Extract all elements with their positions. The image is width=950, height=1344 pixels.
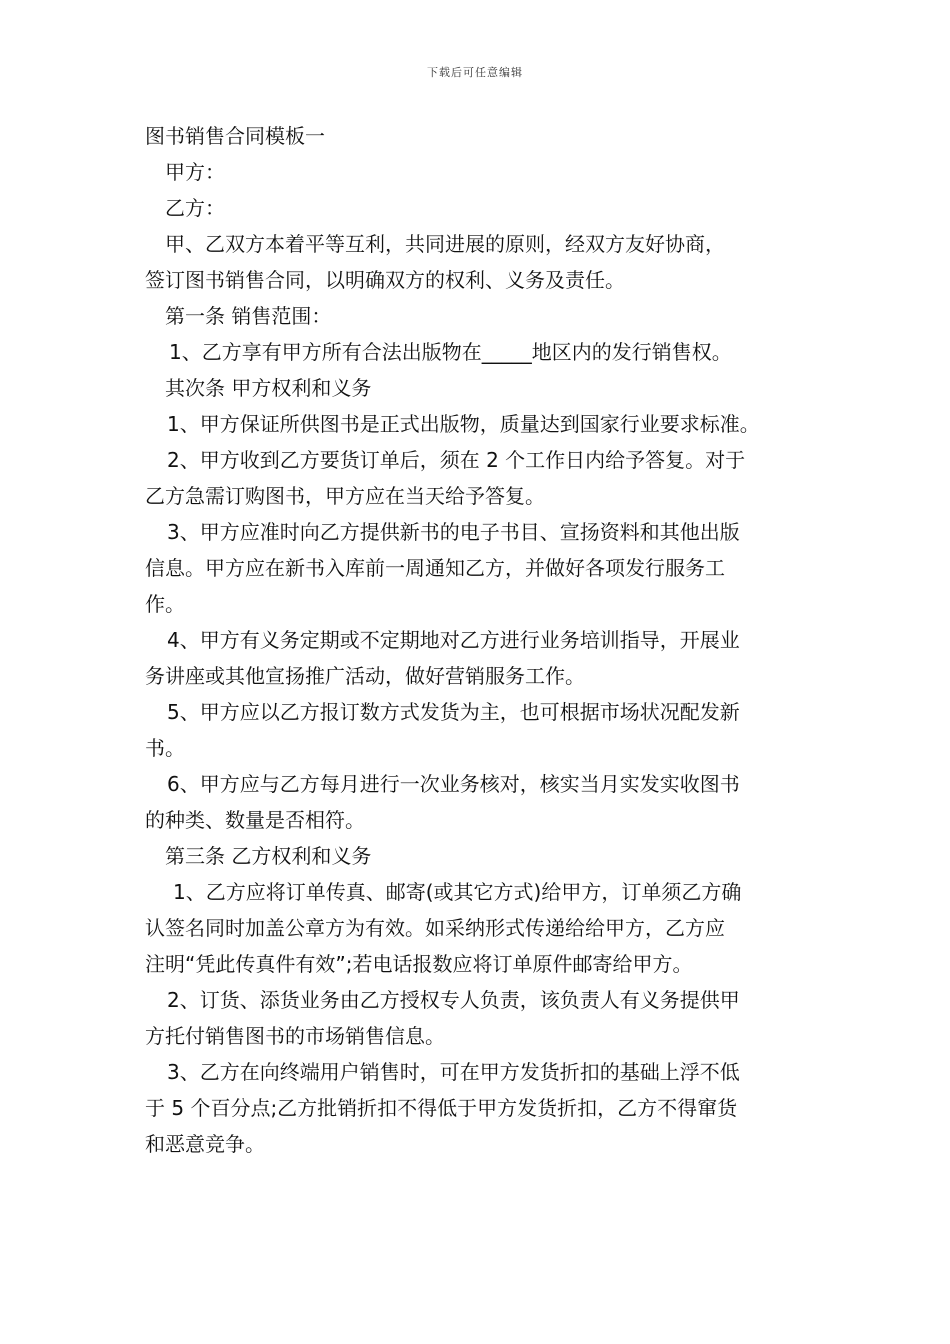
article-1-item-1: 1、乙方享有甲方所有合法出版物在_____地区内的发行销售权。 xyxy=(169,340,732,364)
article-2-item-6: 6、甲方应与乙方每月进行一次业务核对，核实当月实发实收图书 xyxy=(167,772,740,796)
page-header-note: 下载后可任意编辑 xyxy=(427,66,523,79)
article-2-item-1: 1、甲方保证所供图书是正式出版物，质量达到国家行业要求标准。 xyxy=(167,412,760,436)
article-2-item-3: 3、甲方应准时向乙方提供新书的电子书目、宣扬资料和其他出版 xyxy=(167,520,740,544)
document-title: 图书销售合同模板一 xyxy=(145,124,325,148)
party-b-label: 乙方： xyxy=(165,196,225,220)
article-2-item-3-cont: 信息。甲方应在新书入库前一周通知乙方，并做好各项发行服务工 xyxy=(145,556,725,580)
article-2-item-4: 4、甲方有义务定期或不定期地对乙方进行业务培训指导，开展业 xyxy=(167,628,740,652)
contract-document xyxy=(145,118,815,1162)
article-3-item-3: 3、乙方在向终端用户销售时，可在甲方发货折扣的基础上浮不低 xyxy=(167,1060,740,1084)
article-3-item-3-cont: 和恶意竞争。 xyxy=(145,1132,265,1156)
article-2-item-5-cont: 书。 xyxy=(145,736,185,760)
article-1-heading: 第一条 销售范围： xyxy=(165,304,332,328)
article-2-item-5: 5、甲方应以乙方报订数方式发货为主，也可根据市场状况配发新 xyxy=(167,700,740,724)
article-3-item-1: 1、乙方应将订单传真、邮寄(或其它方式)给甲方，订单须乙方确 xyxy=(173,880,742,904)
article-2-item-3-cont: 作。 xyxy=(145,592,185,616)
article-2-item-6-cont: 的种类、数量是否相符。 xyxy=(145,808,365,832)
article-3-item-2: 2、订货、添货业务由乙方授权专人负责，该负责人有义务提供甲 xyxy=(167,988,740,1012)
article-2-heading: 其次条 甲方权利和义务 xyxy=(165,376,372,400)
article-2-item-2-cont: 乙方急需订购图书，甲方应在当天给予答复。 xyxy=(145,484,545,508)
article-3-heading: 第三条 乙方权利和义务 xyxy=(165,844,372,868)
party-a-label: 甲方： xyxy=(165,160,225,184)
article-3-item-1-cont: 注明“凭此传真件有效”;若电话报数应将订单原件邮寄给甲方。 xyxy=(145,952,693,976)
article-2-item-2: 2、甲方收到乙方要货订单后，须在 2 个工作日内给予答复。对于 xyxy=(167,448,746,472)
intro-line: 签订图书销售合同，以明确双方的权利、义务及责任。 xyxy=(145,268,625,292)
intro-line: 甲、乙双方本着平等互利，共同进展的原则，经双方友好协商， xyxy=(165,232,725,256)
article-3-item-2-cont: 方托付销售图书的市场销售信息。 xyxy=(145,1024,445,1048)
article-3-item-1-cont: 认签名同时加盖公章方为有效。如采纳形式传递给给甲方，乙方应 xyxy=(145,916,725,940)
article-3-item-3-cont: 于 5 个百分点;乙方批销折扣不得低于甲方发货折扣，乙方不得窜货 xyxy=(145,1096,738,1120)
article-2-item-4-cont: 务讲座或其他宣扬推广活动，做好营销服务工作。 xyxy=(145,664,585,688)
